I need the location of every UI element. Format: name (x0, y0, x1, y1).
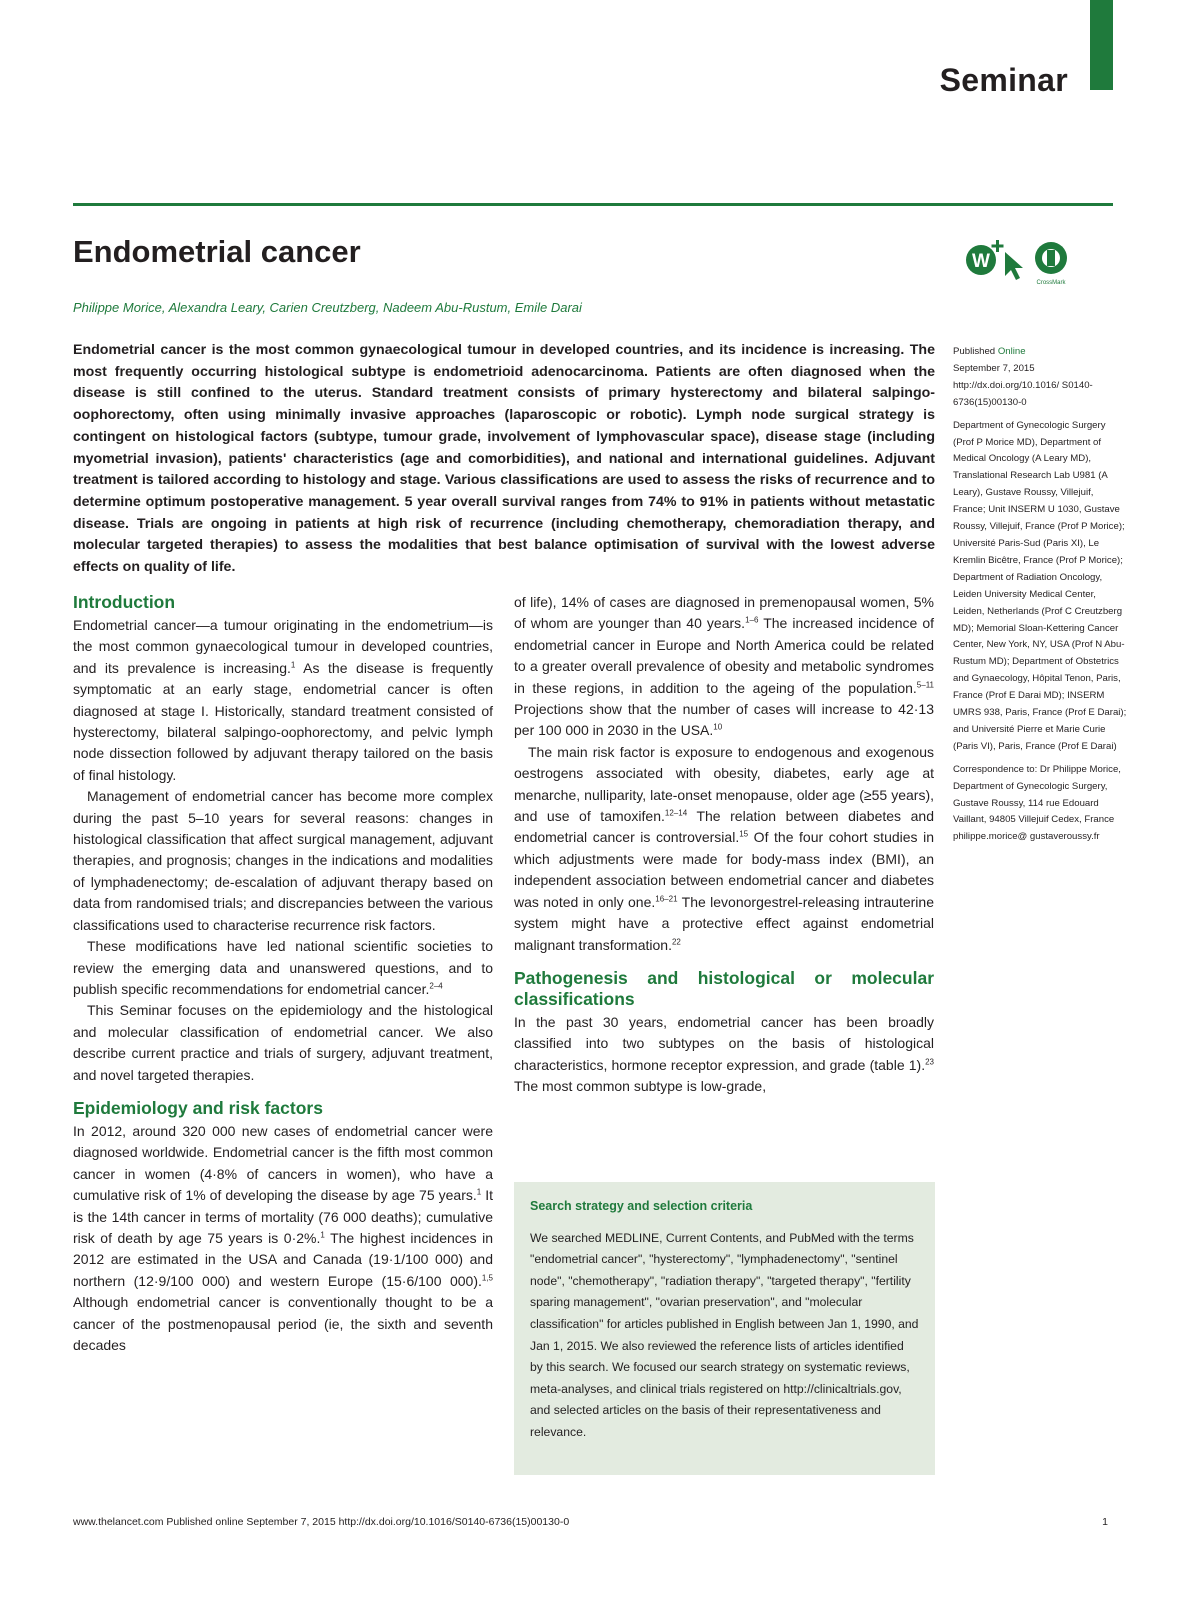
affiliations: Department of Gynecologic Surgery (Prof P Morice MD), Department of Medical Oncology (A Leary MD), Translational Research Lab U981 (A Leary), Gustave Roussy, Villejuif, France; Unit INSERM U 1030, Gustave Roussy, Villejuif, France (Prof P Morice); Université Paris-Sud (Paris XI), Le Kremlin Bicêtre, France (Prof P Morice); Department of Radiation Oncology, Leiden University Medical Center, Leiden, Netherlands (Prof C Creutzberg MD); Memorial Sloan-Kettering Cancer Center, New York, NY, USA (Prof N Abu-Rustum MD); Department of Obstetrics and Gynaecology, Hôpital Tenon, Paris, France (Prof E Darai MD); INSERM UMRS 938, Paris, France (Prof E Darai); and Université Pierre et Marie Curie (Paris VI), Paris, France (Prof E Darai) (953, 419, 1127, 752)
citation[interactable]: 5–11 (916, 679, 934, 689)
body-column-left (73, 592, 493, 1356)
epi-paragraph-2: The main risk factor is exposure to endogenous and exogenous oestrogens associated with obesity, diabetes, early age at menarche, nulliparity, late-onset menopause, older age (≥55 years), and use of tamoxifen.$^{12-14}$ The relation between diabetes and endometrial cancer is controversial.$^{15}$ Of the four cohort studies in which adjustments were made for body-mass index (BMI), an independent association between endometrial cancer and diabetes was noted in only one.$^{16-21}$ The levonorgestrel-releasing intrauterine system might have a protective effect against endometrial malignant transformation.$^{22}$ (514, 743, 934, 953)
open-access-icon[interactable] (966, 240, 1004, 275)
online-label: Online (997, 346, 1026, 357)
citation[interactable]: 10 (713, 722, 723, 732)
intro-paragraph-2: Management of endometrial cancer has become more complex during the past 5–10 years for several reasons: changes in histological classification that affect surgical management, adjuvant therapies, and prognosis; changes in the indications and modalities of lymphadenectomy; de-escalation of adjuvant therapy based on data from randomised trials; and discrepancies between the various classifications used to characterise recurrence risk factors. (73, 788, 493, 933)
epi-paragraph-1-continued: of life), 14% of cases are diagnosed in premenopausal women, 5% of whom are younger than 40 years.$^{1-6}$ The increased incidence of endometrial cancer in Europe and North America could be related to a greater overall prevalence of obesity and metabolic syndromes in these regions, in addition to the ageing of the population.$^{5-11}$ Projections show that the number of cases will increase to 42·13 per 100 000 in 2030 in the USA.$^{10}$ (514, 594, 934, 739)
page-footer: www.thelancet.com Published online September 7, 2015 http://dx.doi.org/10.1016/S0140-6736(15)00130-0 (73, 1516, 570, 1528)
citation[interactable]: 1 (290, 660, 296, 670)
header-rule (73, 203, 1113, 206)
heading-epidemiology: Epidemiology and risk factors (73, 1097, 323, 1118)
section-color-tab (1090, 0, 1113, 90)
svg-text:W: W (972, 251, 990, 272)
search-strategy-heading: Search strategy and selection criteria (530, 1199, 753, 1213)
publication-info (953, 344, 1128, 412)
citation[interactable]: 1–6 (745, 615, 759, 625)
citation[interactable]: 2–4 (429, 981, 443, 991)
search-strategy-text: We searched MEDLINE, Current Contents, and PubMed with the terms "endometrial cancer", "hysterectomy", "lymphadenectomy", "sentinel node", "chemotherapy", "radiation therapy", "targeted therapy", "fertility sparing management", "ovarian preservation", and "molecular classification" for articles published in English between Jan 1, 1990, and Jan 1, 2015. We also reviewed the reference lists of articles identified by this search. We focused our search strategy on systematic reviews, meta-analyses, and clinical trials registered on http://clinicaltrials.gov, and selected articles on the basis of their representativeness and relevance. (530, 1230, 919, 1439)
published-label: Published (953, 346, 998, 357)
cursor-icon (1005, 252, 1023, 280)
heading-introduction: Introduction (73, 592, 176, 612)
crossmark-label: CrossMark (1036, 280, 1066, 286)
crossmark-icon[interactable] (1035, 242, 1067, 286)
citation[interactable]: 23 (925, 1057, 934, 1067)
citation[interactable]: 16–21 (655, 894, 678, 904)
citation[interactable]: 1,5 (481, 1273, 493, 1283)
article-badges (963, 238, 1073, 288)
correspondence: Correspondence to: Dr Philippe Morice, Department of Gynecologic Surgery, Gustave Roussy, 114 rue Edouard Vaillant, 94805 Villejuif Cedex, France philippe.morice@ gustaveroussy.fr (953, 763, 1121, 843)
intro-paragraph-4: This Seminar focuses on the epidemiology and the histological and molecular classification of endometrial cancer. We also describe current practice and trials of surgery, adjuvant treatment, and novel targeted therapies. (73, 1002, 493, 1083)
patho-paragraph-1: In the past 30 years, endometrial cancer has been broadly classified into two subtypes on the basis of histological characteristics, hormone receptor expression, and grade (table 1).$^{23}$ The most common subtype is low-grade, (514, 1013, 934, 1095)
author-list: Philippe Morice, Alexandra Leary, Carien Creutzberg, Nadeem Abu-Rustum, Emile Darai (73, 300, 582, 315)
search-strategy-panel (514, 1182, 935, 1475)
publication-date: September 7, 2015 (953, 362, 1035, 374)
article-sidebar (953, 344, 1128, 852)
intro-paragraph-1: Endometrial cancer—a tumour originating in the endometrium—is the most common gynaecological tumour in developed countries, and its prevalence is increasing.$^1$ As the disease is frequently symptomatic at an early stage, endometrial cancer is often diagnosed at stage I. Historically, standard treatment consisted of hysterectomy, bilateral salpingo-oophorectomy, and pelvic lymph node dissection followed by adjuvant therapy tailored on the basis of final histology. (73, 617, 493, 783)
badge-icons (963, 238, 1073, 288)
citation[interactable]: 22 (671, 936, 681, 946)
heading-pathogenesis: Pathogenesis and histological or molecular classifications (514, 967, 934, 1009)
doi-link[interactable]: http://dx.doi.org/10.1016/ S0140-6736(15)00130-0 (953, 379, 1093, 408)
section-label: Seminar (939, 62, 1068, 98)
article-title: Endometrial cancer (73, 234, 361, 269)
citation[interactable]: 1 (476, 1187, 482, 1197)
epi-paragraph-1: In 2012, around 320 000 new cases of endometrial cancer were diagnosed worldwide. Endometrial cancer is the fifth most common cancer in women (4·8% of cancers in women), who have a cumulative risk of 1% of developing the disease by age 75 years.$^1$ It is the 14th cancer in terms of mortality (76 000 deaths); cumulative risk of death by age 75 years is 0·2%.$^1$ The highest incidences in 2012 are estimated in the USA and Canada (19·1/100 000) and northern (12·9/100 000) and western Europe (15·6/100 000).$^{1,5}$ Although endometrial cancer is conventionally thought to be a cancer of the postmenopausal period (ie, the sixth and seventh decades (73, 1122, 493, 1353)
intro-paragraph-3: These modifications have led national scientific societies to review the emerging data and unanswered questions, and to publish specific recommendations for endometrial cancer.$^{2-4}$ (73, 938, 493, 997)
body-column-right (514, 592, 934, 1098)
page-number: 1 (1102, 1516, 1108, 1528)
abstract: Endometrial cancer is the most common gynaecological tumour in developed countries, and its incidence is increasing. The most frequently occurring histological subtype is endometrioid adenocarcinoma. Patients are often diagnosed when the disease is still confined to the uterus. Standard treatment consists of primary hysterectomy and bilateral salpingo-oophorectomy, often using minimally invasive approaches (laparoscopic or robotic). Lymph node surgical strategy is contingent on histological factors (subtype, tumour grade, involvement of lymphovascular space), disease stage (including myometrial invasion), patients' characteristics (age and comorbidities), and national and international guidelines. Adjuvant treatment is tailored according to histology and stage. Various classifications are used to assess the risks of recurrence and to determine optimum postoperative management. 5 year overall survival ranges from 74% to 91% in patients without metastatic disease. Trials are ongoing in patients at high risk of recurrence (including chemotherapy, chemoradiation therapy, and molecular targeted therapies) to assess the modalities that best balance optimisation of survival with the lowest adverse effects on quality of life. (73, 342, 935, 576)
citation[interactable]: 12–14 (664, 808, 688, 818)
citation[interactable]: 15 (739, 829, 749, 839)
citation[interactable]: 1 (320, 1230, 325, 1240)
